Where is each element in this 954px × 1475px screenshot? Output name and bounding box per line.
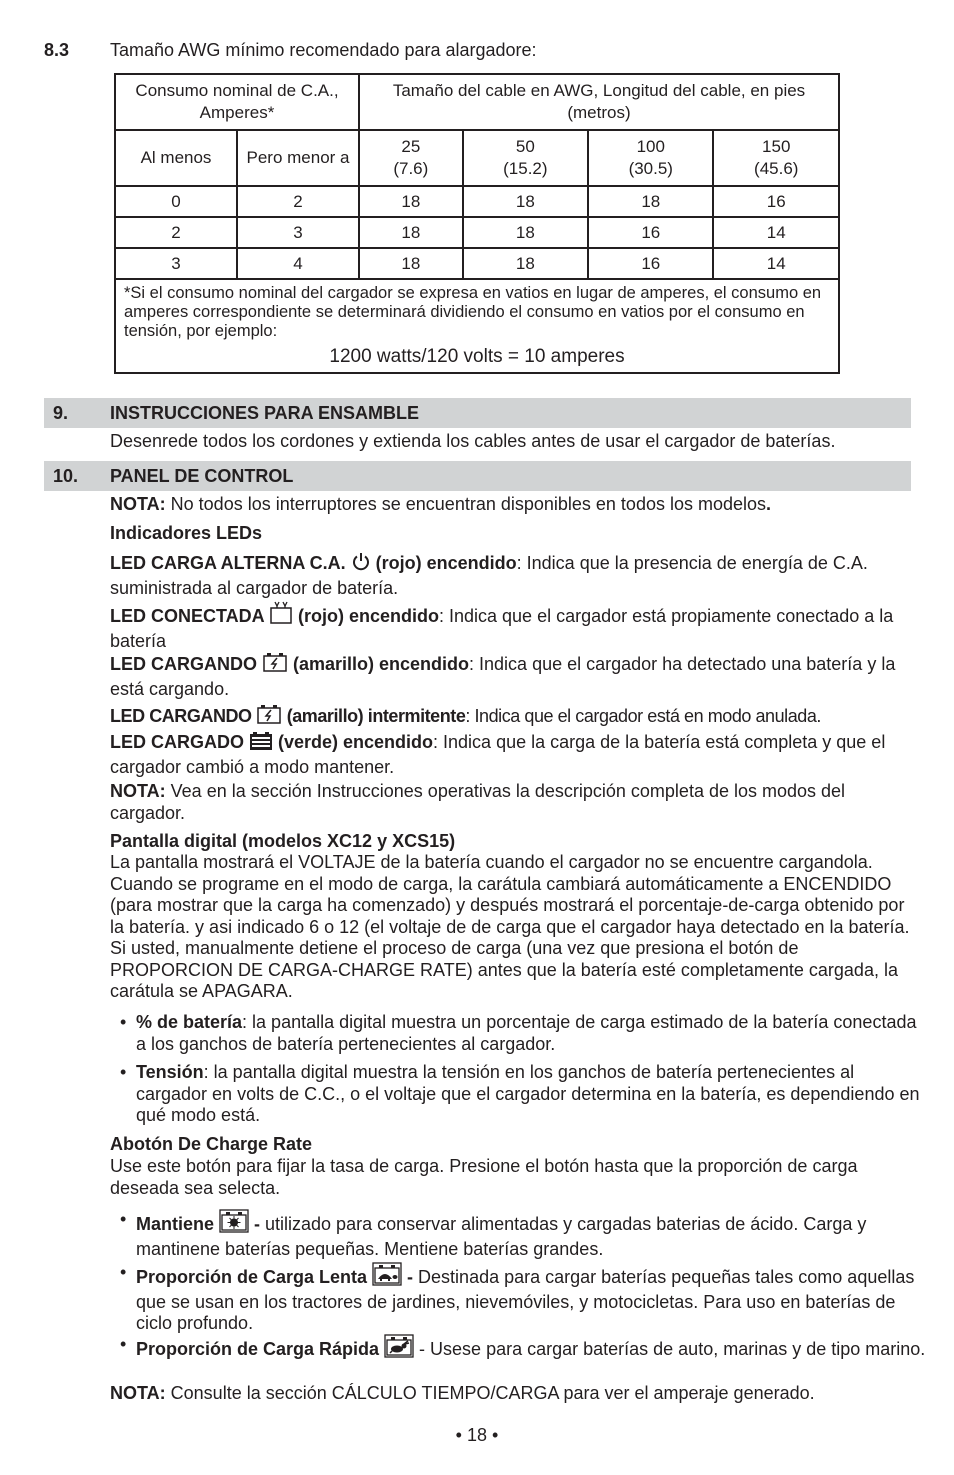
awg-table [114,73,840,374]
bullet-text: Destinada para cargar baterías pequeñas tales como aquellas que se usan en los tractores de jardines, nievemóviles, y motocicletas. Para uso en baterías de ciclo profundo. [136,1267,915,1333]
bullet-battery-percent [120,1012,926,1055]
table-cell: 18 [359,217,463,248]
led-description: : Indica que la presencia de energía de C.A. suministrada al cargador de batería. [110,553,868,598]
table-footnote [115,279,839,373]
bullet-dot: • [120,1012,127,1032]
bullet-label: Tensión [136,1062,204,1082]
battery-charging-icon [256,703,282,731]
led-state: (amarillo) encendido [288,654,470,674]
display-text: La pantalla mostrará el VOLTAJE de la batería cuando el cargador no se encuentre cargandola. Cuando se programe en el modo de carga, la carátula cambiará automáticamente a ENCENDIDO (para mostrar que la carga ha comenzado) y después mostrará el porcentaje-de-carga obtenido por la batería. y asi indicado 6 o 12 (el voltaje de de carga que el cargador haya detectado en la batería. Si usted, manualmente detiene el proceso de carga (una vez que presiona el botón de PROPORCION DE CARGA-CHARGE RATE) antes que la batería esté completamente cargada, la carátula se APAGARA. [110,852,910,1001]
header-consumo: Consumo nominal de C.A., Amperes* [115,74,359,130]
footnote-equation: 1200 watts/120 volts = 10 amperes [329,346,625,367]
nota-3 [110,1383,912,1405]
table-cell: 16 [588,217,713,248]
nota-1 [110,494,912,516]
led-label: LED CARGANDO [110,706,257,726]
bullet-dot: • [120,1262,127,1282]
battery-charging-icon [262,651,288,679]
led-connected-item [110,601,912,652]
section-8-3-heading [44,40,537,61]
bullet-label: % de batería [136,1012,243,1032]
header-length [359,130,463,186]
section-title: Tamaño AWG mínimo recomendado para alargadore: [110,40,537,60]
led-label: LED CARGADO [110,732,249,752]
table-cell: 18 [588,186,713,217]
page-number: • 18 • [455,1425,499,1445]
display-heading: Pantalla digital (modelos XC12 y XCS15) [110,831,456,851]
led-description: : Indica que la carga de la batería está completa y que el cargador cambió a modo mantener. [110,732,886,777]
bullet-dot: • [120,1334,127,1354]
nota-end: . [766,494,772,514]
nota-label: NOTA: [110,494,166,514]
bullet-slow-charge [120,1262,926,1335]
table-cell: 18 [359,186,463,217]
length-m: (7.6) [393,159,429,178]
table-cell: 3 [237,217,359,248]
table-cell: 3 [115,248,237,279]
bullet-label: Mantiene [136,1214,220,1234]
header-length [463,130,588,186]
slow-charge-turtle-icon [372,1262,402,1292]
bullet-fast-charge [120,1334,926,1364]
header-al-menos: Al menos [115,130,237,186]
power-icon [351,552,371,578]
led-state: (rojo) encendido [370,553,517,573]
nota-text: No todos los interruptores se encuentran disponibles en todos los modelos [165,494,767,514]
header-length [713,130,839,186]
length-ft: 100 [636,137,665,156]
header-tamano: Tamaño del cable en AWG, Longitud del cable, en pies (metros) [359,74,839,130]
led-state: (amarillo) intermitente [282,706,466,726]
bullet-text: - Usese para cargar baterías de auto, marinas y de tipo marino. [414,1339,926,1359]
led-ac-item [110,552,912,599]
battery-full-icon [249,731,273,757]
table-cell: 18 [463,217,588,248]
nota-text: Consulte la sección CÁLCULO TIEMPO/CARGA para ver el amperaje generado. [165,1383,815,1403]
bullet-dot: • [120,1062,127,1082]
table-cell: 14 [713,248,839,279]
section-10-header [44,461,911,491]
section-number: 8.3 [44,40,70,60]
table-cell: 2 [237,186,359,217]
length-ft: 25 [401,137,421,156]
led-charged-item [110,731,912,778]
battery-connected-icon [269,601,293,631]
length-ft: 50 [515,137,535,156]
bullet-maintain [120,1209,926,1260]
bullet-voltage [120,1062,926,1127]
table-row [115,217,839,248]
header-length [588,130,713,186]
table-cell: 16 [713,186,839,217]
charge-rate-heading: Abotón De Charge Rate [110,1134,313,1154]
section-number: 10. [53,466,79,486]
section-title: PANEL DE CONTROL [110,466,294,486]
table-cell: 4 [237,248,359,279]
led-label: LED CONECTADA [110,606,269,626]
table-row [115,186,839,217]
leds-heading: Indicadores LEDs [110,523,263,543]
length-m: (15.2) [503,159,548,178]
nota-text: Vea en la sección Instrucciones operativas la descripción completa de los modos del cargador. [110,781,846,823]
bullet-text: : la pantalla digital muestra la tensión en los ganchos de batería pertenecientes al cargador en volts de C.C., o el voltaje que el cargador determina en la batería, es dependiendo en qué modo está. [136,1062,920,1125]
length-m: (45.6) [754,159,799,178]
bullet-dash: - [402,1267,414,1287]
table-cell: 18 [463,248,588,279]
section-9-text: Desenrede todos los cordones y extienda los cables antes de usar el cargador de baterías. [110,431,836,451]
bullet-label: Proporción de Carga Lenta [136,1267,373,1287]
header-pero-menor: Pero menor a [237,130,359,186]
nota-label: NOTA: [110,781,166,801]
table-cell: 18 [463,186,588,217]
bullet-dash: - [249,1214,261,1234]
fast-charge-rabbit-icon [384,1334,414,1364]
led-charging-item [110,651,912,700]
led-description: : Indica que el cargador ha detectado una batería y la está cargando. [110,654,896,699]
table-cell: 18 [359,248,463,279]
nota-label: NOTA: [110,1383,166,1403]
led-blinking-item [110,703,912,731]
table-cell: 2 [115,217,237,248]
section-number: 9. [53,403,69,423]
led-label: LED CARGA ALTERNA C.A. [110,553,351,573]
table-row [115,248,839,279]
bullet-text: : la pantalla digital muestra un porcentaje de carga estimado de la batería conectada a los ganchos de batería pertenecientes al cargador. [136,1012,917,1054]
led-description: : Indica que el cargador está en modo anulada. [465,706,821,726]
table-cell: 16 [588,248,713,279]
bullet-text: utilizado para conservar alimentadas y cargadas baterias de ácido. Carga y mantinene baterías pequeñas. Mentiene baterías grandes. [136,1214,867,1259]
nota-2 [110,781,912,824]
length-ft: 150 [762,137,791,156]
section-title: INSTRUCCIONES PARA ENSAMBLE [110,403,420,423]
led-description: : Indica que el cargador está propiamente conectado a la batería [110,606,894,651]
length-m: (30.5) [628,159,673,178]
section-9-header [44,398,911,428]
maintain-mode-icon [219,1209,249,1239]
led-state: (rojo) encendido [293,606,439,626]
footnote-text: *Si el consumo nominal del cargador se expresa en vatios en lugar de amperes, el consumo en amperes correspondiente se determinará dividiendo el consumo en vatios por el consumo en tensión, por ejemplo: [124,284,822,340]
bullet-label: Proporción de Carga Rápida [136,1339,385,1359]
table-cell: 14 [713,217,839,248]
bullet-dot: • [120,1209,127,1229]
led-state: (verde) encendido [273,732,434,752]
charge-rate-text: Use este botón para fijar la tasa de carga. Presione el botón hasta que la proporción de carga deseada sea selecta. [110,1156,858,1198]
table-cell: 0 [115,186,237,217]
led-label: LED CARGANDO [110,654,262,674]
